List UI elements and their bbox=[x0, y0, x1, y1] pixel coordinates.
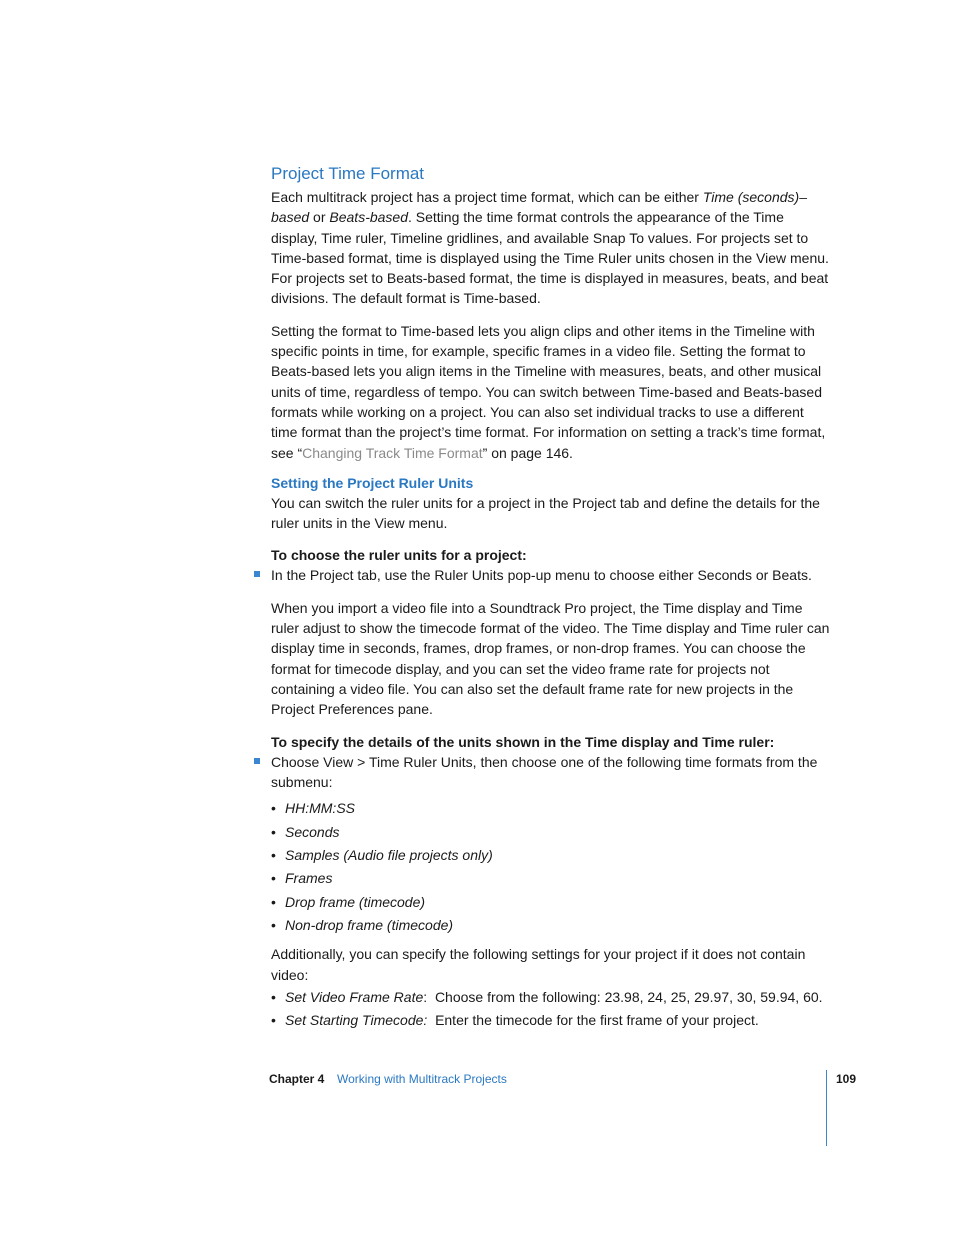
list-item: • Drop frame (timecode) bbox=[271, 893, 426, 910]
subsection-paragraph-2: When you import a video file into a Soundtrack Pro project, the Time display and Time ruler adjust to show the timecode format of the video. The Time display and Time ruler can display time in seconds, frames, drop frames, or non-drop frames. You can choose the format for timecode display, and you can set the video frame rate for projects not containing a video file. You can also set the default frame rate for new projects in the Project Preferences pane. bbox=[271, 599, 830, 718]
task-1-label: To choose the ruler units for a project: bbox=[271, 547, 527, 564]
bullet-dot-icon: • bbox=[271, 823, 276, 840]
bullet-dot-icon: • bbox=[271, 893, 276, 910]
time-format-list bbox=[271, 798, 831, 935]
list-item: • Set Video Frame Rate: Choose from the following: 23.98, 24, 25, 29.97, 30, 59.94, 60. bbox=[271, 989, 823, 1006]
square-bullet-icon bbox=[254, 571, 260, 577]
footer-divider bbox=[826, 1070, 827, 1146]
list-item: • Samples (Audio file projects only) bbox=[271, 846, 493, 863]
bullet-dot-icon: • bbox=[271, 846, 276, 863]
bullet-dot-icon: • bbox=[271, 917, 276, 934]
list-item: • Seconds bbox=[271, 823, 340, 840]
section-paragraph-2: Setting the format to Time-based lets you align clips and other items in the Timeline with specific points in time, for example, specific frames in a video file. Setting the format to Beats-based lets you align items in the Timeline with measures, beats, and other musical units of time, regardless of tempo. You can switch between Time-based and Beats-based formats while working on a project. You can also set individual tracks to use a different time format than the project’s time format. For information on setting a track’s time format, see “Changing Track Time Format” on page 146. bbox=[271, 322, 826, 461]
task-2-step: Choose View > Time Ruler Units, then choose one of the following time formats from the submenu: bbox=[271, 752, 831, 793]
task-2-label: To specify the details of the units shown in the Time display and Time ruler: bbox=[271, 733, 775, 750]
list-item: • HH:MM:SS bbox=[271, 800, 355, 817]
page-number: 109 bbox=[836, 1072, 857, 1086]
square-bullet-icon bbox=[254, 758, 260, 764]
bullet-dot-icon: • bbox=[271, 800, 276, 817]
cross-reference-link[interactable]: Changing Track Time Format bbox=[302, 444, 483, 461]
footer-chapter-title: Working with Multitrack Projects bbox=[337, 1072, 507, 1086]
subsection-title: Setting the Project Ruler Units bbox=[271, 474, 474, 491]
list-item: • Non-drop frame (timecode) bbox=[271, 917, 454, 934]
list-item: • Frames bbox=[271, 870, 333, 887]
page-content bbox=[271, 160, 831, 1034]
list-item: • Set Starting Timecode: Enter the timecode for the first frame of your project. bbox=[271, 1012, 759, 1029]
section-paragraph-1: Each multitrack project has a project time format, which can be either Time (seconds)–based or Beats-based. Setting the time format controls the appearance of the Time display, Time ruler, Timeline gridlines, and available Snap To values. For projects set to Time-based format, time is displayed using the Time Ruler units chosen in the View menu. For projects set to Beats-based format, the time is displayed in measures, beats, and beat divisions. The default format is Time-based. bbox=[271, 189, 829, 307]
settings-list bbox=[271, 987, 831, 1030]
task-1-step: In the Project tab, use the Ruler Units pop-up menu to choose either Seconds or Beats. bbox=[271, 565, 831, 585]
bullet-dot-icon: • bbox=[271, 989, 276, 1006]
section-title: Project Time Format bbox=[271, 164, 425, 183]
bullet-dot-icon: • bbox=[271, 1012, 276, 1029]
footer-chapter-label: Chapter 4 bbox=[269, 1072, 325, 1086]
subsection-paragraph-1: You can switch the ruler units for a project in the Project tab and define the details for the ruler units in the View menu. bbox=[271, 494, 820, 532]
subsection-paragraph-3: Additionally, you can specify the following settings for your project if it does not contain video: bbox=[271, 946, 806, 983]
bullet-dot-icon: • bbox=[271, 870, 276, 887]
